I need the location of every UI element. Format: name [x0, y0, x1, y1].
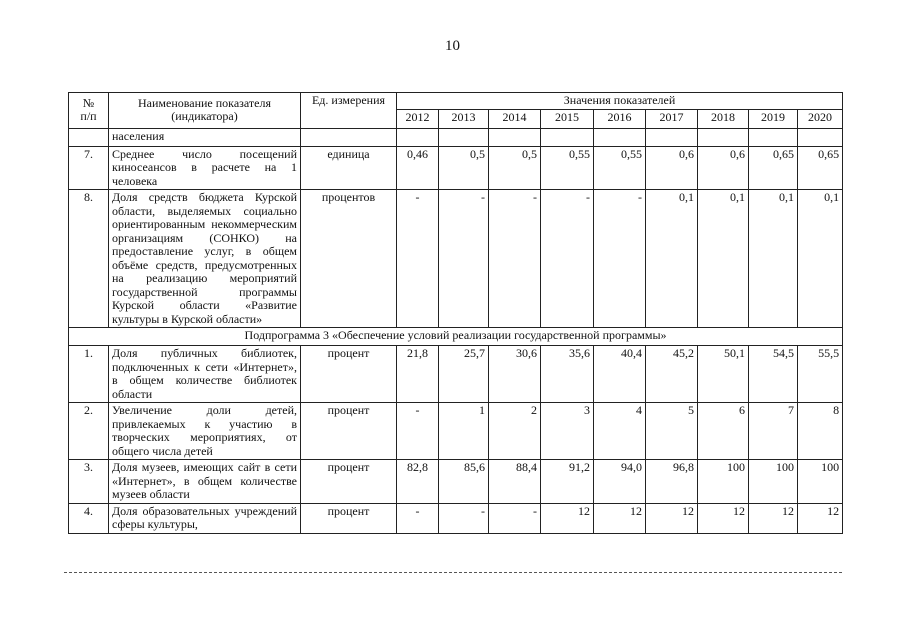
- header-row: [69, 93, 843, 110]
- indicators-table: [68, 92, 843, 534]
- row-value: 96,8: [646, 460, 698, 504]
- row-value: 100: [749, 460, 798, 504]
- row-value: -: [439, 190, 489, 328]
- row-value: 12: [698, 503, 749, 533]
- row-value: 0,55: [541, 146, 594, 190]
- table-row: [69, 503, 843, 533]
- header-values: Значения показателей: [397, 93, 843, 110]
- row-name: Доля средств бюджета Курской области, выделяемых социально ориентированным некоммерческим организациям (СОНКО) на предоставление услуг, в общем объёме средств, предусмотренных на реализацию мероприятий государственной программы Курской области «Развитие культуры в Курской области»: [109, 190, 301, 328]
- row-value: 0,46: [397, 146, 439, 190]
- row-value: 21,8: [397, 346, 439, 403]
- row-value: 4: [594, 403, 646, 460]
- row-name: Доля музеев, имеющих сайт в сети «Интернет», в общем количестве музеев области: [109, 460, 301, 504]
- row-value: 0,6: [698, 146, 749, 190]
- row-value: 50,1: [698, 346, 749, 403]
- row-value: 35,6: [541, 346, 594, 403]
- row-value: -: [489, 190, 541, 328]
- row-value: 40,4: [594, 346, 646, 403]
- row-name: Доля образовательных учреждений сферы культуры,: [109, 503, 301, 533]
- header-year: 2016: [594, 109, 646, 128]
- table-row: [69, 460, 843, 504]
- row-num: 7.: [69, 146, 109, 190]
- row-value: -: [489, 503, 541, 533]
- row-value: 12: [594, 503, 646, 533]
- subprogram-row: [69, 328, 843, 346]
- row-value: -: [594, 190, 646, 328]
- row-unit: процентов: [301, 190, 397, 328]
- row-num: 4.: [69, 503, 109, 533]
- row-unit: процент: [301, 346, 397, 403]
- row-unit: процент: [301, 403, 397, 460]
- row-value: 0,6: [646, 146, 698, 190]
- row-value: 85,6: [439, 460, 489, 504]
- row-num-empty: [69, 128, 109, 146]
- row-value: 30,6: [489, 346, 541, 403]
- row-value: 1: [439, 403, 489, 460]
- row-value: 54,5: [749, 346, 798, 403]
- row-unit: процент: [301, 503, 397, 533]
- header-name: Наименование показателя (индикатора): [109, 93, 301, 129]
- row-value: 100: [698, 460, 749, 504]
- row-value: 88,4: [489, 460, 541, 504]
- empty-cell: [646, 128, 698, 146]
- page-number: 10: [445, 38, 460, 54]
- continuation-row: [69, 128, 843, 146]
- header-year: 2014: [489, 109, 541, 128]
- row-value: 0,1: [798, 190, 843, 328]
- row-name: Среднее число посещений киносеансов в расчете на 1 человека: [109, 146, 301, 190]
- table-row: [69, 146, 843, 190]
- row-value: 0,1: [646, 190, 698, 328]
- row-value: 91,2: [541, 460, 594, 504]
- row-name: Доля публичных библиотек, подключенных к сети «Интернет», в общем количестве библиотек области: [109, 346, 301, 403]
- row-value: -: [397, 190, 439, 328]
- row-value: 0,5: [489, 146, 541, 190]
- row-value: 25,7: [439, 346, 489, 403]
- row-unit: единица: [301, 146, 397, 190]
- header-year: 2012: [397, 109, 439, 128]
- empty-cell: [489, 128, 541, 146]
- row-value: -: [397, 503, 439, 533]
- table-body: [69, 93, 843, 534]
- row-value: 12: [541, 503, 594, 533]
- subprogram-title: Подпрограмма 3 «Обеспечение условий реализации государственной программы»: [69, 328, 843, 346]
- empty-cell: [698, 128, 749, 146]
- bottom-divider: [64, 572, 842, 573]
- header-year: 2018: [698, 109, 749, 128]
- empty-cell: [798, 128, 843, 146]
- empty-cell: [594, 128, 646, 146]
- row-value: 6: [698, 403, 749, 460]
- empty-cell: [541, 128, 594, 146]
- row-value: 82,8: [397, 460, 439, 504]
- row-value: 94,0: [594, 460, 646, 504]
- empty-cell: [301, 128, 397, 146]
- table-row: [69, 190, 843, 328]
- row-num: 3.: [69, 460, 109, 504]
- row-unit: процент: [301, 460, 397, 504]
- row-name: населения: [109, 128, 301, 146]
- row-value: 8: [798, 403, 843, 460]
- row-value: 5: [646, 403, 698, 460]
- row-num: 1.: [69, 346, 109, 403]
- header-num: № п/п: [69, 93, 109, 129]
- header-year: 2015: [541, 109, 594, 128]
- row-value: 0,5: [439, 146, 489, 190]
- row-num: 8.: [69, 190, 109, 328]
- empty-cell: [397, 128, 439, 146]
- row-value: 0,1: [749, 190, 798, 328]
- row-value: 0,55: [594, 146, 646, 190]
- row-value: 100: [798, 460, 843, 504]
- header-unit: Ед. измерения: [301, 93, 397, 129]
- row-value: -: [397, 403, 439, 460]
- row-value: 55,5: [798, 346, 843, 403]
- row-value: 12: [646, 503, 698, 533]
- row-value: 0,1: [698, 190, 749, 328]
- header-year: 2019: [749, 109, 798, 128]
- row-num: 2.: [69, 403, 109, 460]
- row-value: 0,65: [749, 146, 798, 190]
- empty-cell: [749, 128, 798, 146]
- row-name: Увеличение доли детей, привлекаемых к участию в творческих мероприятиях, от общего числа детей: [109, 403, 301, 460]
- header-year: 2020: [798, 109, 843, 128]
- table-row: [69, 403, 843, 460]
- header-year: 2017: [646, 109, 698, 128]
- row-value: 2: [489, 403, 541, 460]
- header-year: 2013: [439, 109, 489, 128]
- row-value: 7: [749, 403, 798, 460]
- row-value: -: [541, 190, 594, 328]
- row-value: 3: [541, 403, 594, 460]
- row-value: 12: [749, 503, 798, 533]
- table-row: [69, 346, 843, 403]
- row-value: 45,2: [646, 346, 698, 403]
- row-value: 12: [798, 503, 843, 533]
- empty-cell: [439, 128, 489, 146]
- row-value: -: [439, 503, 489, 533]
- row-value: 0,65: [798, 146, 843, 190]
